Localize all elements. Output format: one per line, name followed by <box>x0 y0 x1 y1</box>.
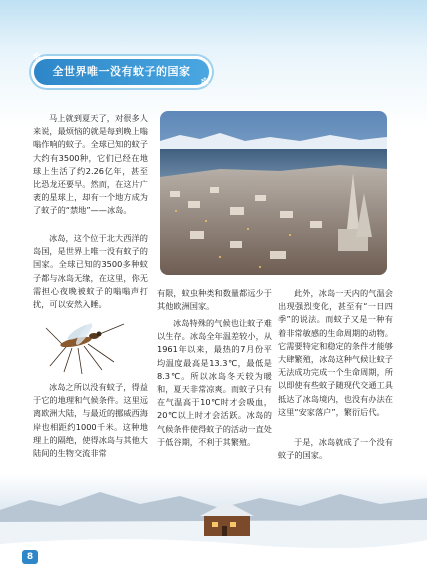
paragraph-climate: 冰岛特殊的气候也让蚊子难以生存。冰岛全年温差较小，从1961年以来，最热的7月份平均温度最高是13.3℃，最低是8.3℃。所以冰岛冬天较为暖和，夏天非常凉爽。而蚊子只有在气温高于10℃时才会吸血，20℃以上时才会活跃。冰岛的气候条件使得蚊子的活动一直处于低谷期，不利于其繁殖。 <box>157 318 272 447</box>
paragraph-continued: 有限，蚊虫种类和数量都远少于其他欧洲国家。 <box>157 288 272 312</box>
paragraph-conclusion: 于是，冰岛就成了一个没有蚊子的国家。 <box>278 437 393 461</box>
reykjavik-photo <box>160 111 387 275</box>
page-title: 全世界唯一没有蚊子的国家 <box>52 65 191 78</box>
paragraph-temperature-change: 此外，冰岛一天内的气温会出现强烈变化，甚至有“一日四季”的说法。而蚊子又是一种有着非常敏感的生命周期的动物。它需要特定和稳定的条件才能够大肆繁殖，冰岛这种气候让蚊子无法成功完成一个生命周期，所以即使有些蚊子随现代交通工具抵达了冰岛境内，也没有办法在这里“安家落户”，繁衍后代。 <box>278 288 393 417</box>
paragraph-geography: 冰岛之所以没有蚊子，得益于它的地理和气候条件。这里远离欧洲大陆，与最近的挪威西海岸也相距约1000千米。这种地理上的隔绝，使得冰岛与其他大陆间的生物交流非常 <box>33 382 148 459</box>
paragraph-intro: 马上就到夏天了，对很多人来说，最烦恼的就是每到晚上嗡嗡作响的蚊子。全球已知的蚊子大约有3500种，它们已经在地球上生活了约2.26亿年，甚至比恐龙还要早。然而，在这片广袤的星球上，却有一个地方成为了蚊子的“禁地”——冰岛。 <box>33 113 148 216</box>
title-banner <box>32 50 211 89</box>
paragraph-iceland: 冰岛，这个位于北大西洋的岛国，是世界上唯一没有蚊子的国家。全球已知的3500多种蚊子都与冰岛无缘，在这里，你无需担心夜晚被蚊子的嗡嗡声打扰，可以安然入睡。 <box>33 233 148 310</box>
snowy-landscape-illustration <box>0 474 427 579</box>
snowflake-icon: ❄ <box>200 75 211 89</box>
snowflake-icon: ❄ <box>32 50 43 64</box>
page-number: 8 <box>22 550 38 564</box>
top-band <box>0 0 427 46</box>
mosquito-illustration <box>44 314 128 376</box>
